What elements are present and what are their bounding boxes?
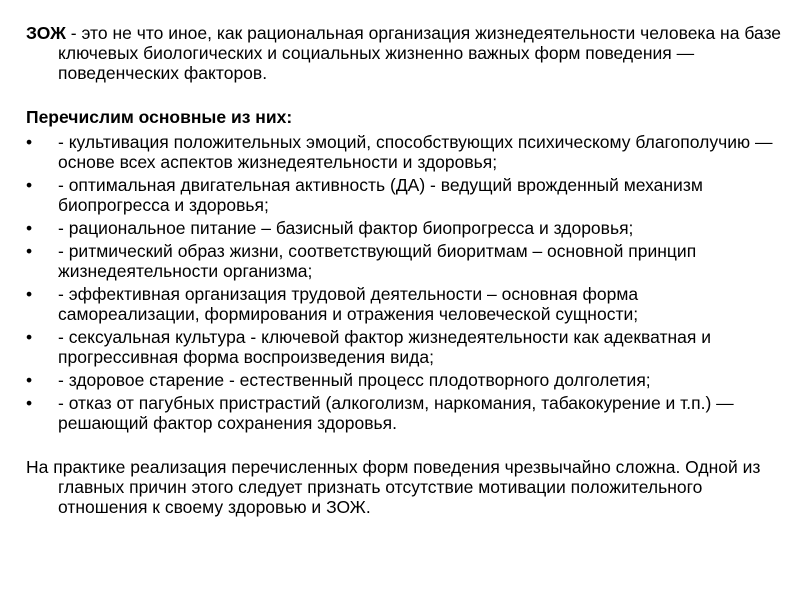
list-heading: Перечислим основные из них: xyxy=(26,107,293,127)
list-item-text: - отказ от пагубных пристрастий (алкоголизм, наркомания, табакокурение и т.п.) — решающий фактор сохранения здоровья. xyxy=(58,393,734,433)
list-item xyxy=(26,370,776,390)
list-item xyxy=(26,218,776,238)
bullet-icon: • xyxy=(26,327,33,347)
bullet-icon: • xyxy=(26,132,33,152)
bullet-icon: • xyxy=(26,284,33,304)
bullet-icon: • xyxy=(26,218,33,238)
list-item-text: - эффективная организация трудовой деятельности – основная форма самореализации, формирования и отражения человеческой сущности; xyxy=(58,284,639,324)
bullet-icon: • xyxy=(26,370,33,390)
intro-term: ЗОЖ xyxy=(26,23,66,43)
list-item-text: - культивация положительных эмоций, способствующих психическому благополучию — основе всех аспектов жизнедеятельности и здоровья; xyxy=(58,132,773,172)
list-item-text: - здоровое старение - естественный процесс плодотворного долголетия; xyxy=(58,370,651,390)
closing-paragraph: На практике реализация перечисленных форм поведения чрезвычайно сложна. Одной из главных причин этого следует признать отсутствие мотивации положительного отношения к своему здоровью и ЗОЖ. xyxy=(26,457,761,517)
bullet-icon: • xyxy=(26,393,33,413)
list-item-text: - сексуальная культура - ключевой фактор жизнедеятельности как адекватная и прогрессивная форма воспроизведения вида; xyxy=(58,327,711,367)
intro-paragraph xyxy=(26,23,798,83)
list-item xyxy=(26,132,776,172)
list-item xyxy=(26,241,776,281)
list-item xyxy=(26,284,776,324)
list-item-text: - рациональное питание – базисный фактор биопрогресса и здоровья; xyxy=(58,218,634,238)
intro-text: - это не что иное, как рациональная организация жизнедеятельности человека на базе ключевых биологических и социальных жизненно важных форм поведения — поведенческих факторов. xyxy=(58,23,782,83)
bullet-icon: • xyxy=(26,241,33,261)
list-item-text: - ритмический образ жизни, соответствующий биоритмам – основной принцип жизнедеятельности организма; xyxy=(58,241,697,281)
list-item xyxy=(26,175,776,215)
factors-list xyxy=(26,132,776,436)
list-item xyxy=(26,327,776,367)
list-item-text: - оптимальная двигательная активность (ДА) - ведущий врожденный механизм биопрогресса и здоровья; xyxy=(58,175,703,215)
bullet-icon: • xyxy=(26,175,33,195)
list-item xyxy=(26,393,776,433)
